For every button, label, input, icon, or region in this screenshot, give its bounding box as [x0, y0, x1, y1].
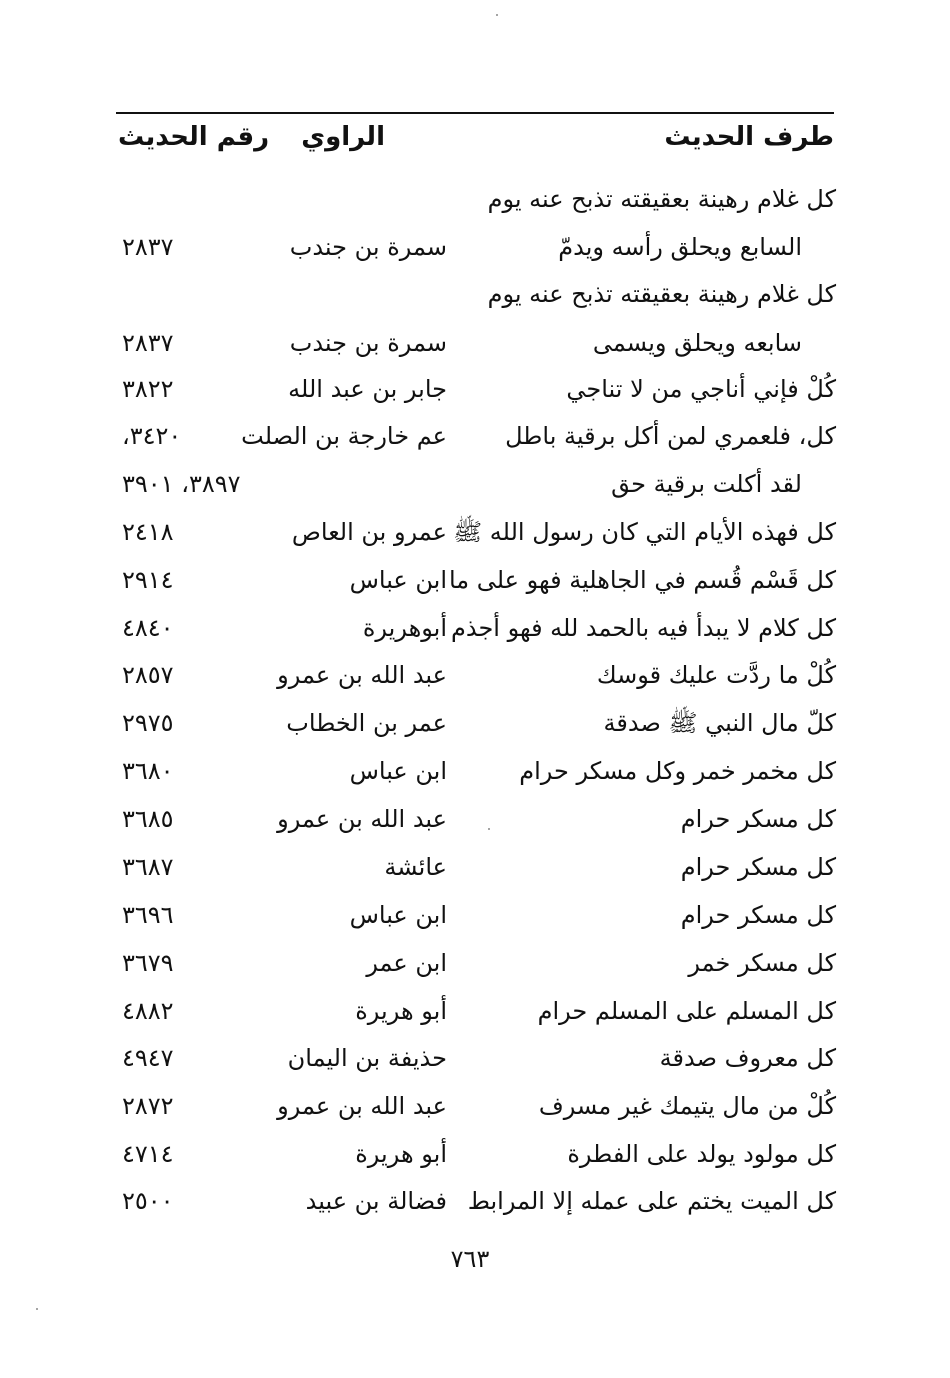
hadith-text: كُلْ ما ردَّت عليك قوسك — [596, 661, 836, 689]
narrator-name: حذيفة بن اليمان — [287, 1044, 447, 1072]
hadith-text: كل كلام لا يبدأ فيه بالحمد لله فهو أجذم — [451, 614, 836, 642]
table-row — [0, 1084, 950, 1128]
narrator-name: أبوهريرة — [362, 614, 447, 642]
narrator-name: عبد الله بن عمرو — [277, 805, 447, 833]
hadith-text: لقد أكلت برقية حق — [611, 470, 802, 498]
narrator-name: عبد الله بن عمرو — [277, 661, 447, 689]
table-row — [0, 321, 950, 365]
header-narrator: الراوي — [301, 122, 385, 152]
hadith-number: ٤٧١٤ — [122, 1140, 174, 1168]
table-row — [0, 1179, 950, 1223]
paper-speck — [496, 14, 498, 16]
table-row — [0, 225, 950, 269]
hadith-number: ٣٦٧٩ — [122, 949, 174, 977]
paper-speck — [488, 828, 490, 830]
table-row — [0, 893, 950, 937]
narrator-name: ابن عباس — [349, 566, 447, 594]
hadith-number: ٤٩٤٧ — [122, 1044, 174, 1072]
table-row — [0, 989, 950, 1033]
table-row — [0, 1036, 950, 1080]
narrator-name: جابر بن عبد الله — [288, 375, 447, 403]
table-row — [0, 701, 950, 745]
hadith-text: كل معروف صدقة — [659, 1044, 836, 1072]
hadith-number: ٣٨٩٧، ٣٩٠١ — [122, 470, 241, 498]
hadith-number: ٢٤١٨ — [122, 518, 174, 546]
hadith-number: ٣٨٢٢ — [122, 375, 174, 403]
hadith-text: كل غلام رهينة بعقيقته تذبح عنه يوم — [487, 185, 836, 213]
hadith-text: كل مسكر حرام — [680, 853, 836, 881]
narrator-name: فضالة بن عبيد — [305, 1187, 447, 1215]
table-row — [0, 653, 950, 697]
hadith-text: كل مسكر حرام — [680, 805, 836, 833]
hadith-text: السابع ويحلق رأسه ويدمّ — [558, 233, 802, 261]
table-row — [0, 177, 950, 221]
narrator-name: عم خارجة بن الصلت — [241, 422, 447, 450]
narrator-name: أبو هريرة — [355, 1140, 447, 1168]
hadith-text: سابعه ويحلق ويسمى — [592, 329, 802, 357]
hadith-number: ٢٩١٤ — [122, 566, 174, 594]
header-hadith-text: طرف الحديث — [664, 122, 834, 152]
narrator-name: عبد الله بن عمرو — [277, 1092, 447, 1120]
hadith-number: ٣٦٩٦ — [122, 901, 174, 929]
hadith-number: ٤٨٨٢ — [122, 997, 174, 1025]
table-row — [0, 797, 950, 841]
hadith-number: ٢٩٧٥ — [122, 709, 174, 737]
hadith-number: ٢٨٧٢ — [122, 1092, 174, 1120]
hadith-number: ٢٨٣٧ — [122, 233, 174, 261]
hadith-text: كل فهذه الأيام التي كان رسول الله ﷺ — [453, 518, 836, 546]
hadith-text: كل مخمر خمر وكل مسكر حرام — [519, 757, 836, 785]
table-row — [0, 414, 950, 458]
table-row — [0, 510, 950, 554]
hadith-number: ٢٨٥٧ — [122, 661, 174, 689]
narrator-name: سمرة بن جندب — [289, 329, 447, 357]
hadith-number: ٢٨٣٧ — [122, 329, 174, 357]
narrator-name: سمرة بن جندب — [289, 233, 447, 261]
hadith-number: ٣٦٨٧ — [122, 853, 174, 881]
narrator-name: ابن عباس — [349, 757, 447, 785]
narrator-name: عائشة — [384, 853, 447, 881]
hadith-number: ٣٦٨٥ — [122, 805, 174, 833]
hadith-text: كل، فلعمري لمن أكل برقية باطل — [505, 422, 836, 450]
page-number: ٧٦٣ — [450, 1245, 490, 1273]
narrator-name: أبو هريرة — [355, 997, 447, 1025]
hadith-text: كل قَسْم قُسم في الجاهلية فهو على ما — [448, 566, 836, 594]
hadith-text: كل المسلم على المسلم حرام — [537, 997, 836, 1025]
narrator-name: ابن عمر — [366, 949, 447, 977]
narrator-name: عمرو بن العاص — [291, 518, 447, 546]
hadith-text: كُلْ من مال يتيمك غير مسرف — [538, 1092, 836, 1120]
table-row — [0, 272, 950, 316]
table-row — [0, 1132, 950, 1176]
hadith-text: كل مسكر خمر — [688, 949, 836, 977]
hadith-number: ٤٨٤٠ — [122, 614, 174, 642]
hadith-number: ٢٥٠٠ — [122, 1187, 174, 1215]
narrator-name: ابن عباس — [349, 901, 447, 929]
header-hadith-number: رقم الحديث — [118, 122, 270, 152]
hadith-text: كل غلام رهينة بعقيقته تذبح عنه يوم — [487, 280, 836, 308]
narrator-name: عمر بن الخطاب — [286, 709, 447, 737]
hadith-number: ٣٤٢٠، — [122, 422, 182, 450]
hadith-text: كلّ مال النبي ﷺ صدقة — [603, 709, 836, 737]
table-row — [0, 749, 950, 793]
table-row — [0, 367, 950, 411]
paper-speck — [36, 1308, 38, 1310]
hadith-text: كل الميت يختم على عمله إلا المرابط — [467, 1187, 836, 1215]
table-row — [0, 606, 950, 650]
table-row — [0, 558, 950, 602]
hadith-text: كل مولود يولد على الفطرة — [567, 1140, 836, 1168]
hadith-number: ٣٦٨٠ — [122, 757, 174, 785]
header-rule — [116, 112, 834, 114]
table-row — [0, 845, 950, 889]
table-row — [0, 941, 950, 985]
table-row — [0, 462, 950, 506]
hadith-text: كُلْ فإني أناجي من لا تناجي — [566, 375, 836, 403]
hadith-text: كل مسكر حرام — [680, 901, 836, 929]
